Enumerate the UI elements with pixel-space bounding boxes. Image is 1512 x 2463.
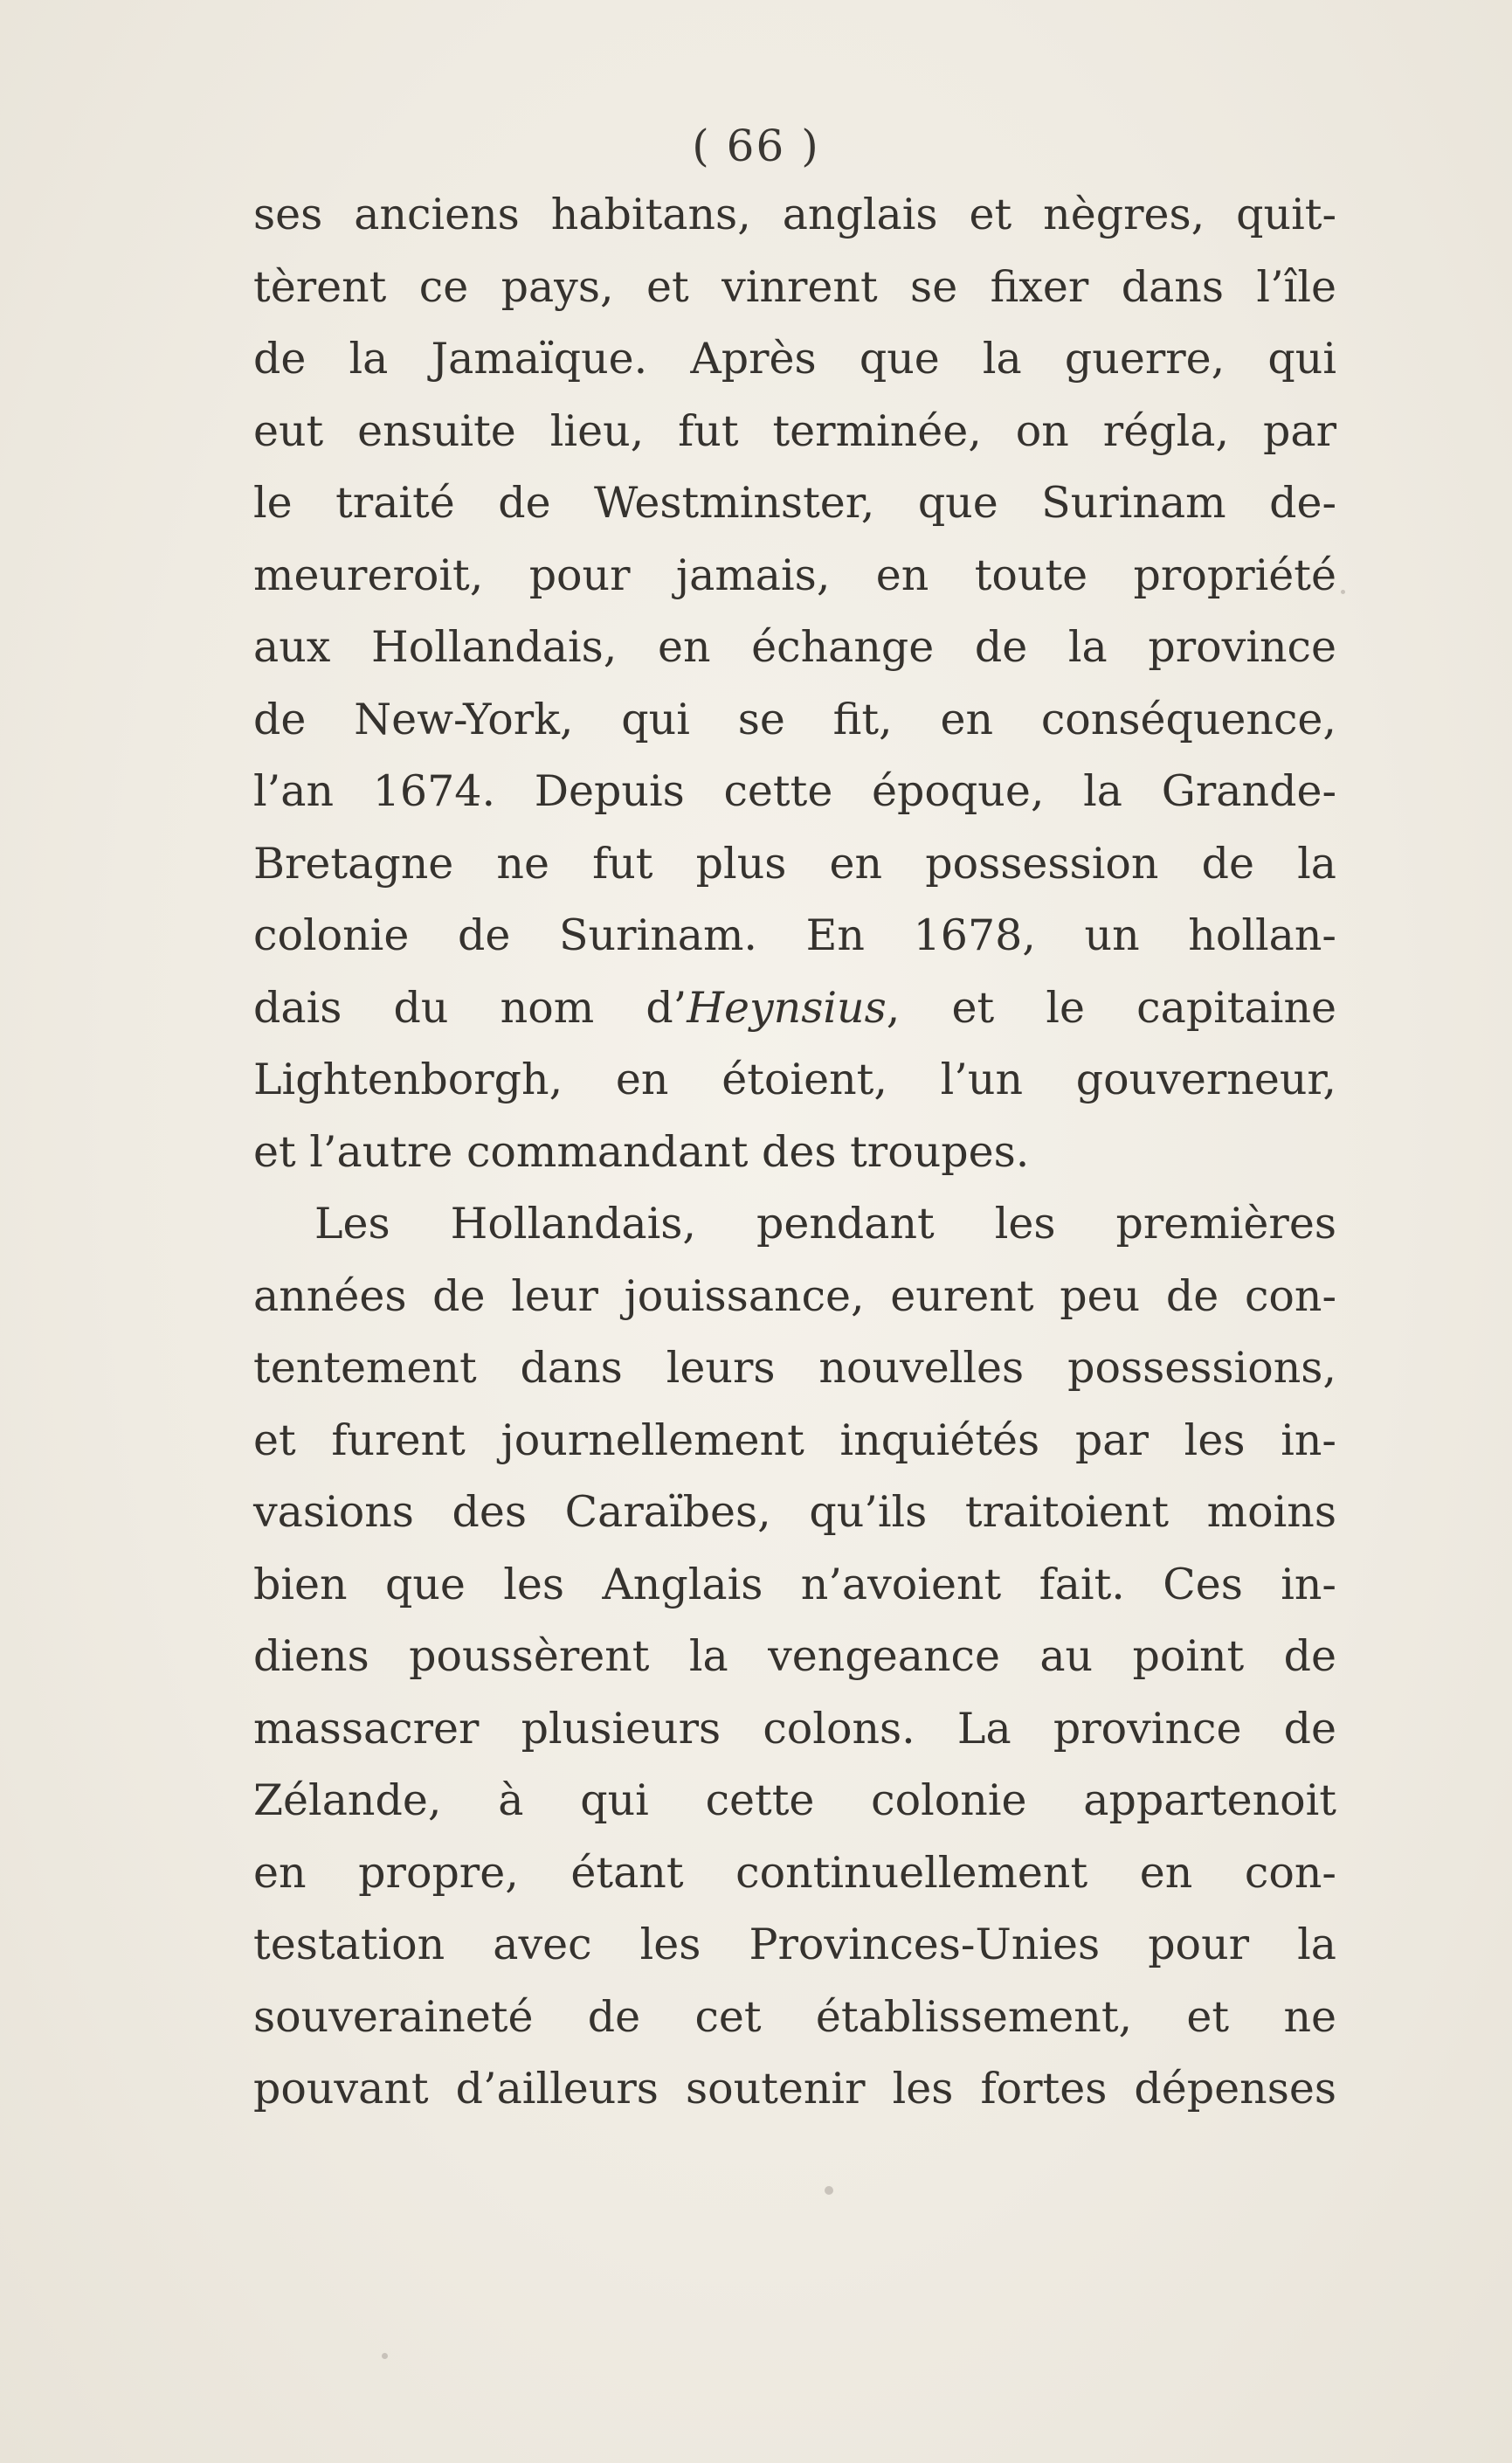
text-line: aux Hollandais, en échange de la province (253, 622, 1336, 672)
paper-speck (1341, 590, 1345, 594)
text-line: en propre, étant continuellement en con- (253, 1847, 1336, 1898)
text-line: et l’autre commandant des troupes. (253, 1126, 1030, 1177)
paper-speck (382, 2353, 388, 2359)
paragraph-start-line: Les Hollandais, pendant les premières (314, 1199, 1336, 1249)
text-line: meureroit, pour jamais, en toute propriété (253, 550, 1336, 600)
text-line: Bretagne ne fut plus en possession de la (253, 838, 1336, 889)
text-line: de la Jamaïque. Après que la guerre, qui (253, 334, 1336, 384)
text-line: diens poussèrent la vengeance au point de (253, 1631, 1336, 1681)
text-line: vasions des Caraïbes, qu’ils traitoient moins (253, 1487, 1336, 1537)
text-line: tèrent ce pays, et vinrent se fixer dans l’île (253, 261, 1336, 312)
paper-speck (825, 2186, 833, 2195)
text-line: bien que les Anglais n’avoient fait. Ces in- (253, 1559, 1336, 1609)
text-line: et furent journellement inquiétés par les in- (253, 1415, 1336, 1465)
text-line: ses anciens habitans, anglais et nègres, quit- (253, 190, 1336, 239)
text-line: testation avec les Provinces-Unies pour la (253, 1920, 1336, 1969)
text-line: l’an 1674. Depuis cette époque, la Grande- (253, 766, 1336, 816)
text-line: Lightenborgh, en étoient, l’un gouverneur, (253, 1055, 1336, 1104)
page-number: ( 66 ) (692, 121, 820, 171)
text-line: années de leur jouissance, eurent peu de con- (253, 1270, 1336, 1321)
text-line: souveraineté de cet établissement, et ne (253, 1991, 1336, 2042)
body-text (253, 179, 1336, 2126)
text-line: colonie de Surinam. En 1678, un hollan- (253, 910, 1336, 960)
italic-name: Heynsius (687, 982, 887, 1033)
text-line: eut ensuite lieu, fut terminée, on régla, par (253, 405, 1336, 456)
text-line: tentement dans leurs nouvelles possessions, (253, 1343, 1336, 1393)
text-line: massacrer plusieurs colons. La province de (253, 1703, 1336, 1754)
text-line: dais du nom d’Heynsius, et le capitaine (253, 982, 1336, 1033)
text-line: Zélande, à qui cette colonie appartenoit (253, 1775, 1336, 1825)
text-line: pouvant d’ailleurs soutenir les fortes dépenses (253, 2064, 1336, 2114)
text-line: de New-York, qui se fit, en conséquence, (253, 694, 1336, 744)
text-line: le traité de Westminster, que Surinam de- (253, 478, 1336, 528)
